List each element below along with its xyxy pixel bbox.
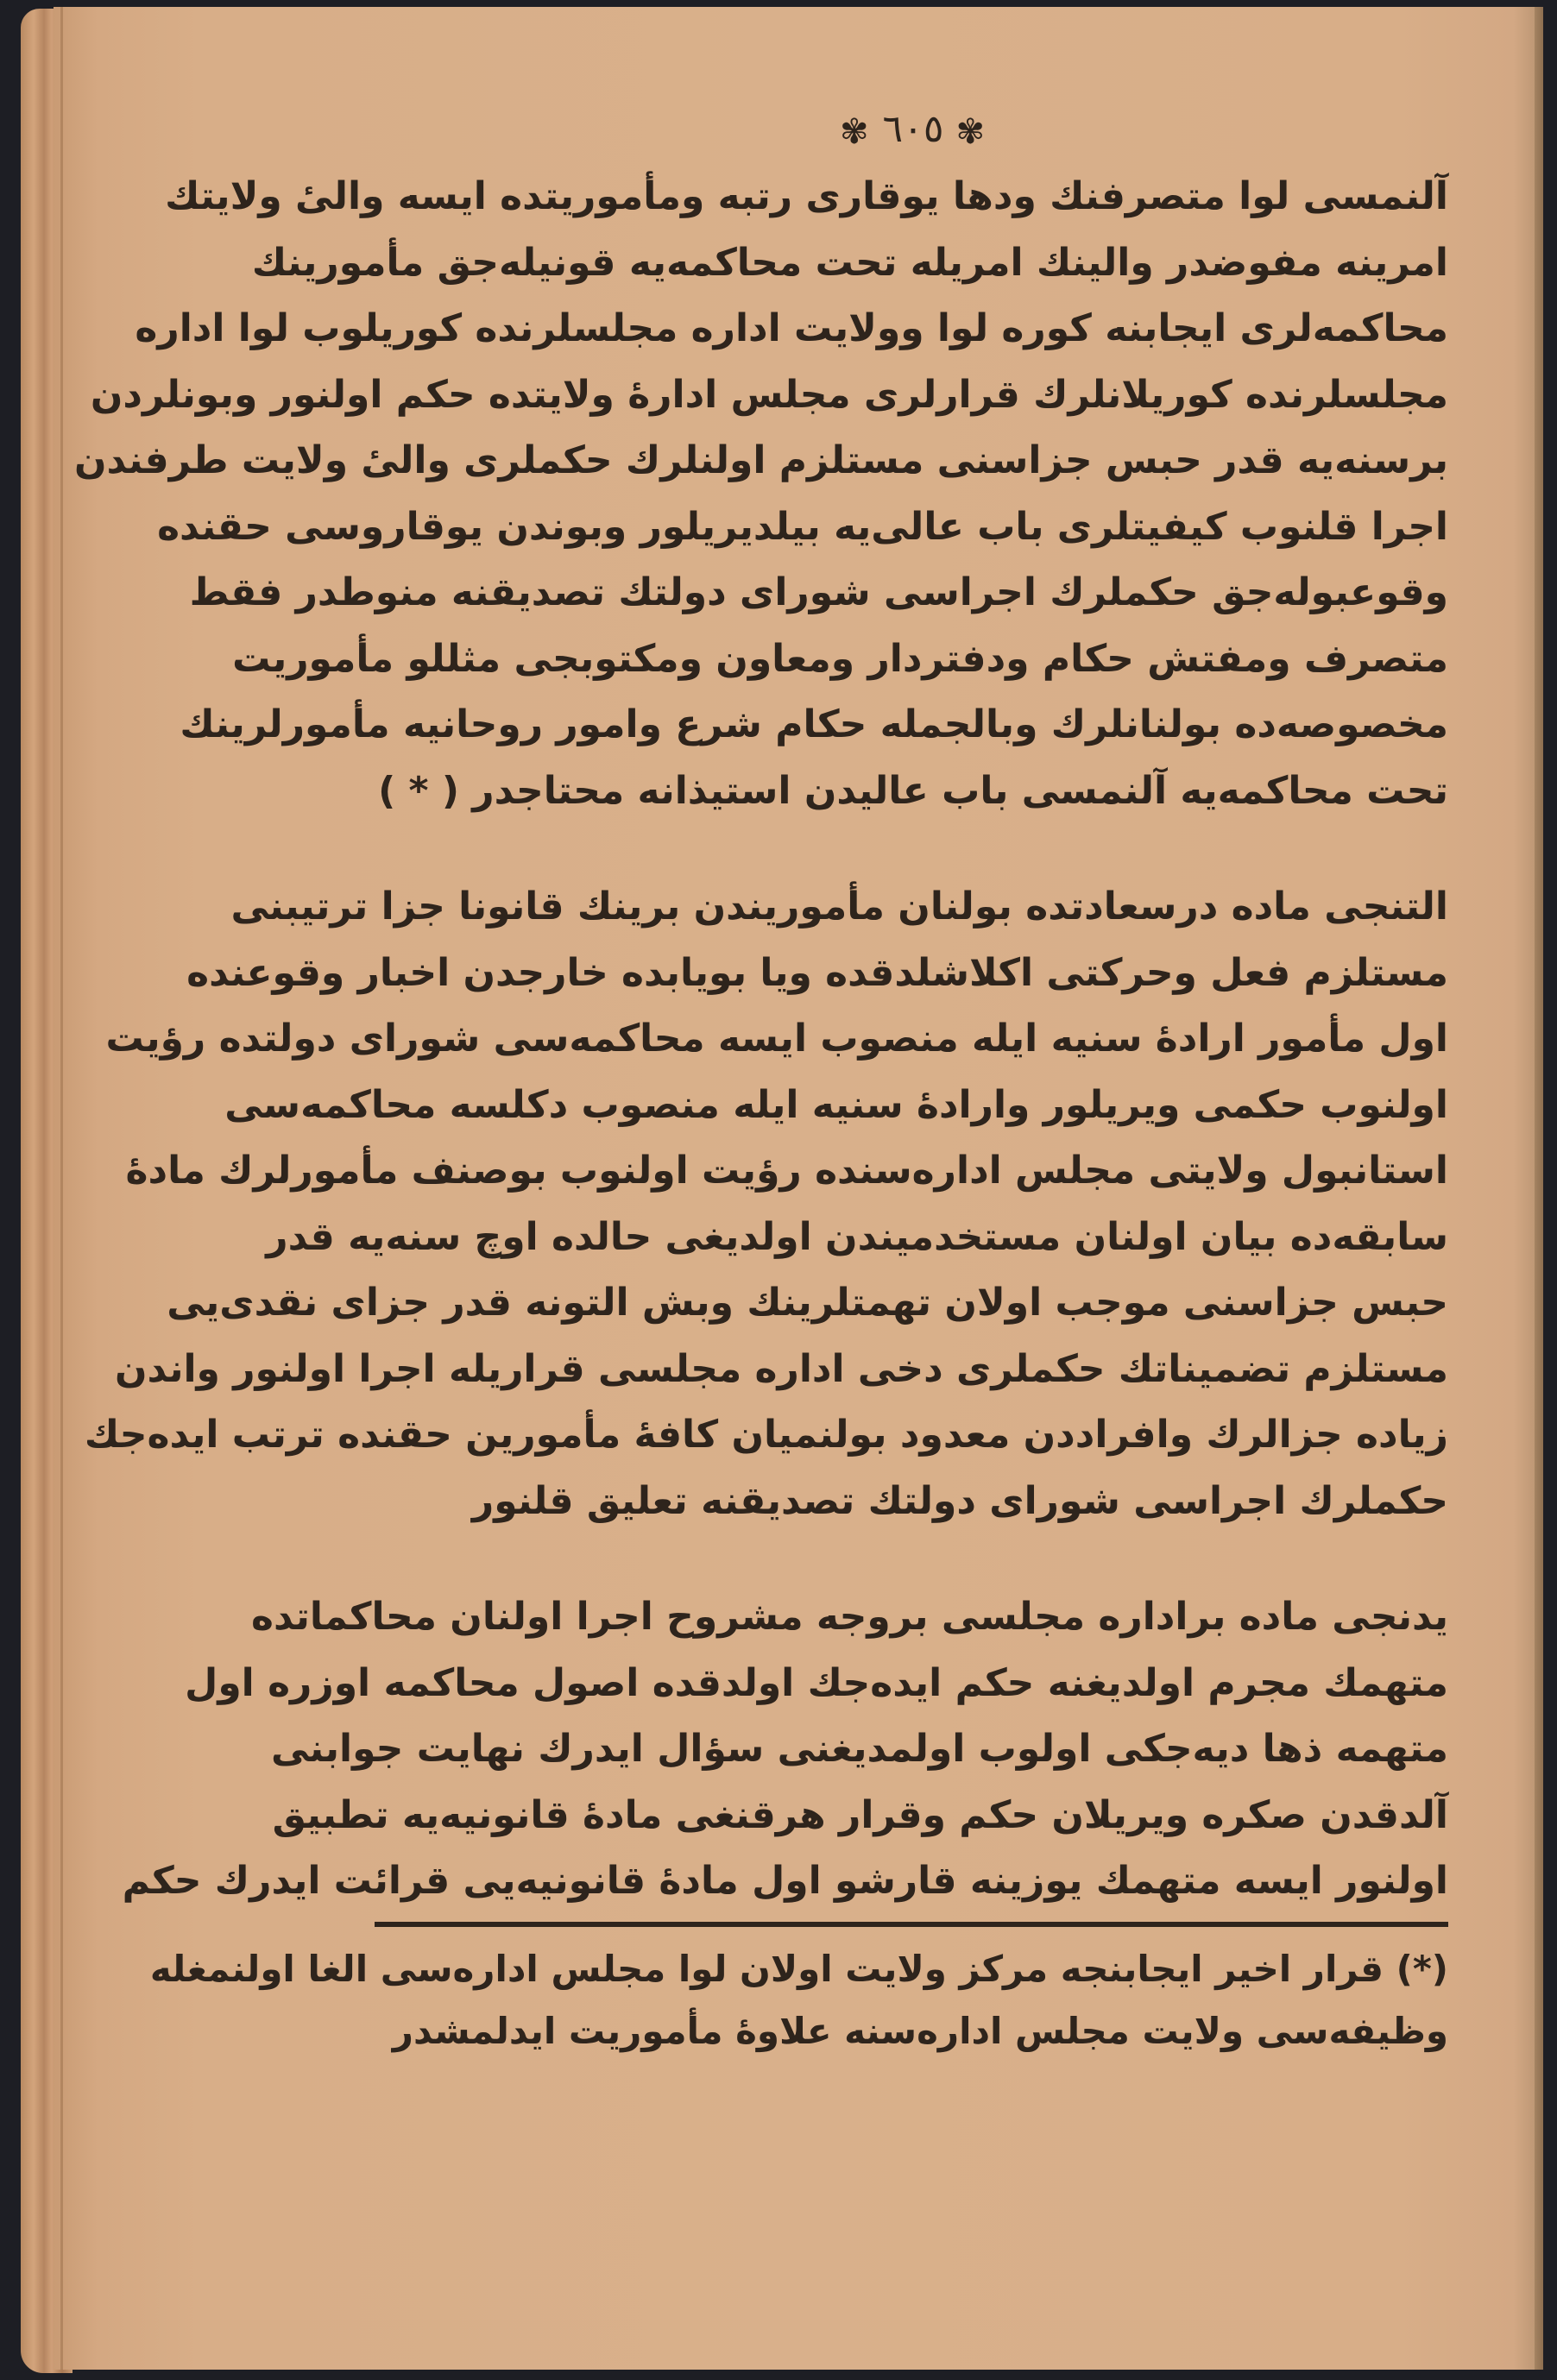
page-text-block — [73, 104, 1448, 2063]
page-number: ٦٠٥ — [882, 107, 944, 151]
paragraph-spacer — [378, 824, 1448, 874]
paragraph-continuation — [73, 164, 1448, 824]
text-line: مستلزم فعل وحرکتی اکلاشلدقده ویا بویابده خارجدن اخبار وقوعنده — [186, 950, 1448, 995]
text-line: تحت محاکمه‌یه آلنمسی باب عالیدن استیذانه محتاجدر ( * ) — [378, 768, 1448, 813]
footnote-line: وظیفه‌سی ولایت مجلس اداره‌سنه علاوهٔ مأموریت ایدلمشدر — [392, 2009, 1448, 2052]
ornament-icon: ✾ — [955, 111, 987, 152]
text-line: التنجی ماده درسعادتده بولنان مأموریندن برینك قانونا جزا ترتیبنی — [230, 885, 1448, 929]
text-line: متهمك مجرم اولدیغنه حکم ایده‌جك اولدقده اصول محاکمه اوزره اول — [185, 1660, 1448, 1705]
text-line: اجرا قلنوب کیفیتلری باب عالی‌یه بیلدیریلور وبوندن یوقاروسی حقنده — [157, 504, 1448, 549]
text-line: اولنوب حکمی ویریلور وارادهٔ سنیه ایله منصوب دکلسه محاکمه‌سی — [224, 1082, 1448, 1127]
text-line: مخصوصه‌ده بولنانلرك وبالجمله حکام شرع وامور روحانیه مأمورلرینك — [180, 702, 1448, 746]
text-line: حبس جزاسنی موجب اولان تهمتلرینك وبش التونه قدر جزای نقدی‌یی — [167, 1281, 1448, 1325]
text-line: متهمه ذها دیه‌جکی اولوب اولمدیغنی سؤال ایدرك نهایت جوابنی — [271, 1727, 1448, 1771]
footnote-line: (*) قرار اخیر ایجابنجه مرکز ولایت اولان لوا مجلس اداره‌سی الغا اولنمغله — [149, 1947, 1448, 1990]
article-six — [84, 874, 1448, 1534]
text-line: مجلسلرنده کوریلانلرك قرارلری مجلس ادارهٔ ولایتده حکم اولنور وبونلردن — [90, 372, 1448, 417]
paragraph-spacer — [378, 1534, 1448, 1584]
text-line: زیاده جزالرك وافراددن معدود بولنمیان کافهٔ مأمورین حقنده ترتب ایده‌جك — [84, 1413, 1448, 1457]
article-seven — [122, 1584, 1448, 1915]
text-line: محاکمه‌لری ایجابنه کوره لوا وولایت اداره مجلسلرنده کوریلوب لوا اداره — [135, 306, 1448, 350]
text-line: آلنمسی لوا متصرفنك ودها یوقاری رتبه ومأموریتده ایسه والیٔ ولایتك — [165, 174, 1448, 218]
text-line: یدنجی ماده براداره مجلسی بروجه مشروح اجرا اولنان محاکماتده — [250, 1595, 1448, 1639]
text-line: آلدقدن صکره ویریلان حکم وقرار هرقنغی مادهٔ قانونیه‌یه تطبیق — [272, 1792, 1448, 1837]
text-line: وقوعبوله‌جق حکملرك اجراسی شورای دولتك تصدیقنه منوطدر فقط — [189, 570, 1448, 614]
text-line: استانبول ولایتی مجلس اداره‌سنده رؤیت اولنوب بوصنف مأمورلرك مادهٔ — [125, 1149, 1448, 1193]
footnote — [149, 1939, 1448, 2063]
text-line: اولنور ایسه متهمك یوزینه قارشو اول مادهٔ قانونیه‌یی قرائت ایدرك حکم — [122, 1859, 1448, 1903]
page-number-header — [378, 104, 1448, 164]
text-line: اول مأمور ارادهٔ سنیه ایله منصوب ایسه محاکمه‌سی شورای دولتده رؤیت — [105, 1017, 1448, 1061]
text-line: برسنه‌یه قدر حبس جزاسنی مستلزم اولنلرك حکملری والیٔ ولایت طرفندن — [73, 438, 1448, 482]
text-line: سابقه‌ده بیان اولنان مستخدمیندن اولدیغی حالده اوچ سنه‌یه قدر — [266, 1214, 1448, 1259]
gutter-fold — [60, 7, 63, 2370]
text-line: متصرف ومفتش حکام ودفتردار ومعاون ومکتوبجی مثللو مأموریت — [232, 636, 1448, 681]
text-line: امرینه مفوضدر والینك امریله تحت محاکمه‌یه قونیله‌جق مأمورینك — [251, 240, 1448, 285]
footnote-divider — [375, 1922, 1448, 1927]
text-line: حکملرك اجراسی شورای دولتك تصدیقنه تعلیق قلنور — [471, 1478, 1448, 1523]
text-line: مستلزم تضمیناتك حکملری دخی اداره مجلسی قراریله اجرا اولنور واندن — [114, 1346, 1448, 1391]
ornament-icon: ✾ — [840, 111, 871, 152]
